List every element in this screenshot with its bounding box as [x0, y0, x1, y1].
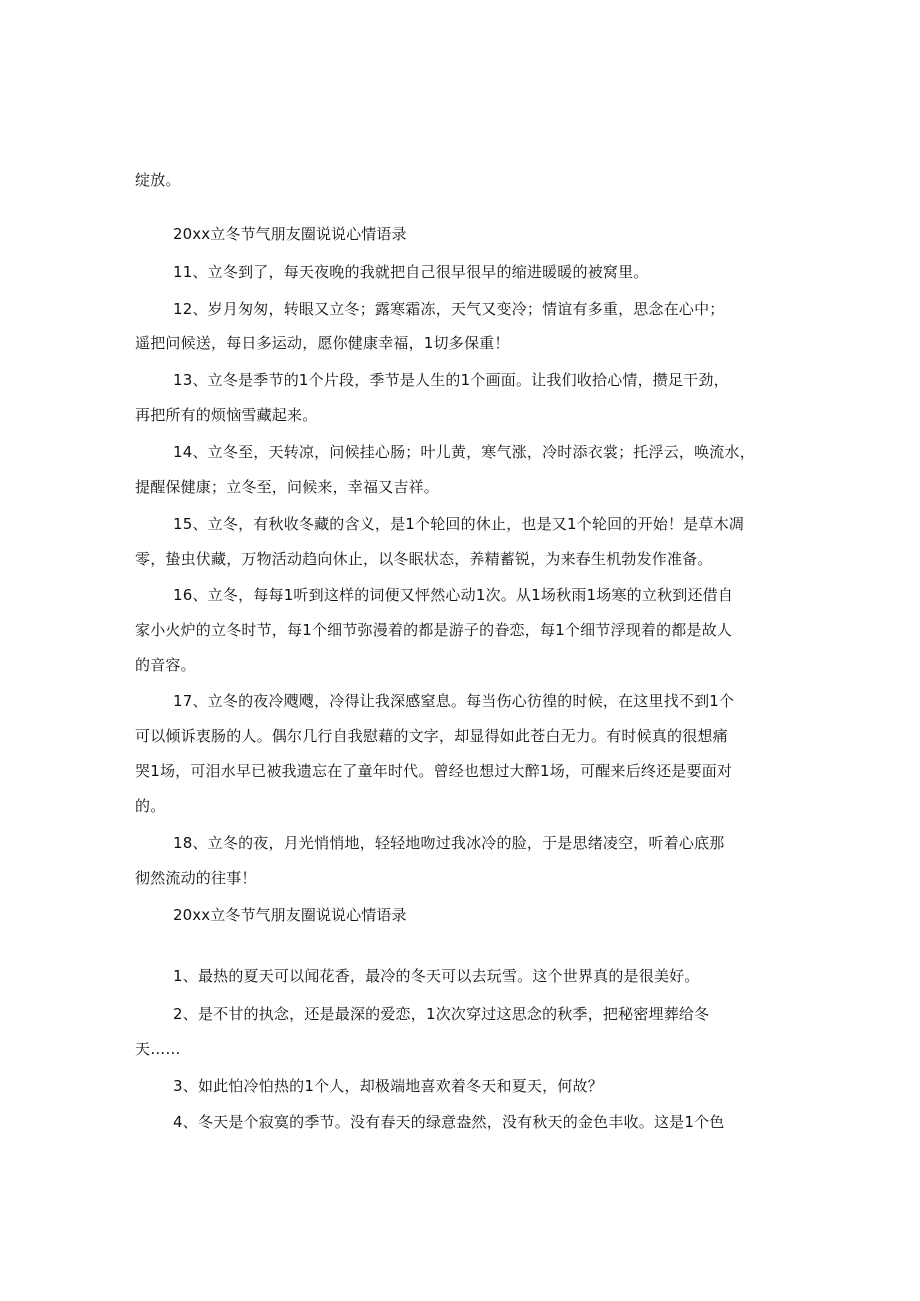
quote-17-line-1: 17、立冬的夜冷飕飕，冷得让我深感窒息。每当伤心彷徨的时候，在这里找不到1个 — [173, 692, 735, 710]
quote-14-line-1: 14、立冬至，天转凉，问候挂心肠；叶儿黄，寒气涨，冷时添衣裳；托浮云，唤流水， — [173, 443, 755, 461]
quote-15-line-1: 15、立冬，有秋收冬藏的含义，是1个轮回的休止，也是又1个轮回的开始！是草木凋 — [173, 515, 744, 533]
quote-4-line-1: 4、冬天是个寂寞的季节。没有春天的绿意盎然，没有秋天的金色丰收。这是1个色 — [173, 1113, 725, 1131]
quote-14-line-2: 提醒保健康；立冬至，问候来，幸福又吉祥。 — [135, 478, 440, 496]
quote-17-line-4: 的。 — [135, 797, 166, 815]
quote-12-line-1: 12、岁月匆匆，转眼又立冬；露寒霜冻，天气又变冷；情谊有多重，思念在心中； — [173, 300, 725, 318]
quote-13-line-2: 再把所有的烦恼雪藏起来。 — [135, 406, 318, 424]
quote-16-line-2: 家小火炉的立冬时节，每1个细节弥漫着的都是游子的眷恋，每1个细节浮现着的都是故人 — [135, 621, 733, 639]
quote-13-line-1: 13、立冬是季节的1个片段，季节是人生的1个画面。让我们收拾心情，攒足干劲， — [173, 371, 729, 389]
quote-12-line-2: 遥把问候送，每日多运动，愿你健康幸福，1切多保重！ — [135, 334, 510, 352]
quote-15-line-2: 零，蛰虫伏藏，万物活动趋向休止，以冬眠状态，养精蓄锐，为来春生机勃发作准备。 — [135, 550, 713, 568]
quote-3: 3、如此怕冷怕热的1个人，却极端地喜欢着冬天和夏天，何故？ — [173, 1077, 603, 1095]
quote-18-line-1: 18、立冬的夜，月光悄悄地，轻轻地吻过我冰冷的脸，于是思绪凌空，听着心底那 — [173, 834, 725, 852]
quote-1: 1、最热的夏天可以闻花香，最冷的冬天可以去玩雪。这个世界真的是很美好。 — [173, 967, 700, 985]
quote-2-line-2: 天…… — [135, 1040, 181, 1058]
text-line-1: 绽放。 — [135, 171, 181, 189]
quote-2-line-1: 2、是不甘的执念，还是最深的爱恋，1次次穿过这思念的秋季，把秘密埋葬给冬 — [173, 1005, 710, 1023]
section-heading-2: 20xx立冬节气朋友圈说说心情语录 — [173, 906, 407, 924]
quote-16-line-3: 的音容。 — [135, 656, 196, 674]
quote-18-line-2: 彻然流动的往事！ — [135, 869, 257, 887]
section-heading-1: 20xx立冬节气朋友圈说说心情语录 — [173, 225, 407, 243]
quote-11: 11、立冬到了，每天夜晚的我就把自己很早很早的缩进暖暖的被窝里。 — [173, 263, 649, 281]
quote-16-line-1: 16、立冬，每每1听到这样的词便又怦然心动1次。从1场秋雨1场寒的立秋到还借自 — [173, 586, 734, 604]
quote-17-line-3: 哭1场，可泪水早已被我遗忘在了童年时代。曾经也想过大醉1场，可醒来后终还是要面对 — [135, 762, 733, 780]
quote-17-line-2: 可以倾诉衷肠的人。偶尔几行自我慰藉的文字，却显得如此苍白无力。有时候真的很想痛 — [135, 727, 728, 745]
